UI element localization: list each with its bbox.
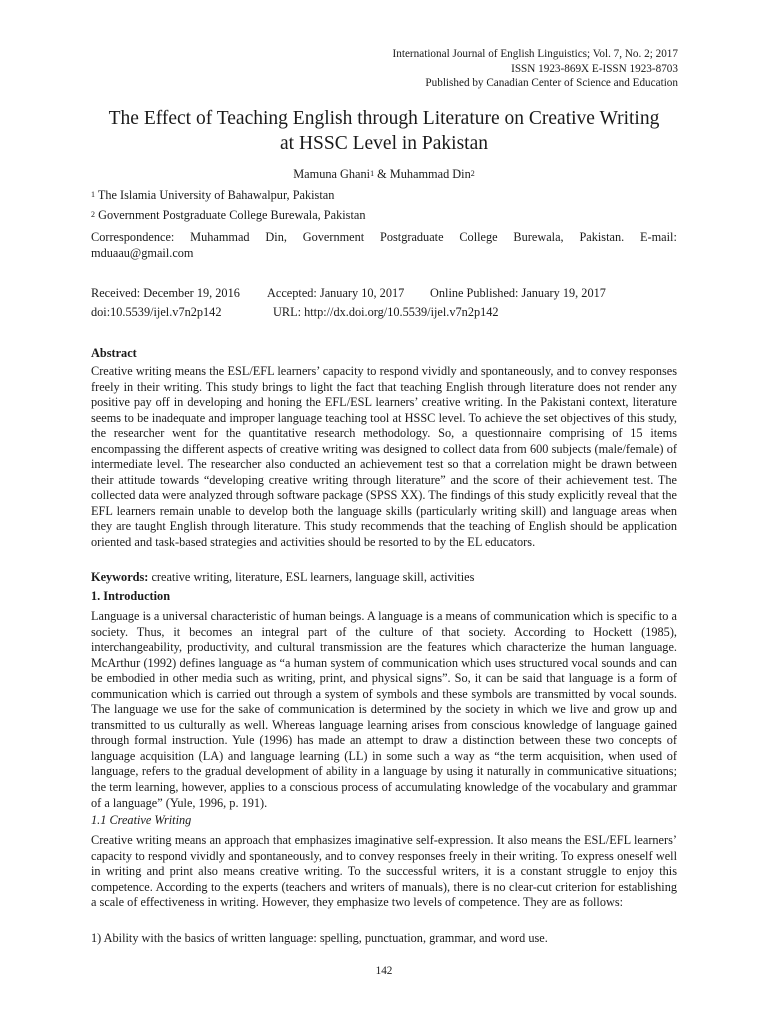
doi-url-line [91,305,677,320]
abstract-text: Creative writing means the ESL/EFL learners’ capacity to respond vividly and spontaneously, and to convey responses freely in their writing. This study brings to light the fact that teaching English through literature does not render any positive pay off in developing and honing the EFL/ESL learners’ creative writing. In the Pakistani context, literature seems to be inadequate and improper language teaching tool at HSSC level. To achieve the set objectives of this study, the researcher went for the quantitative research methodology. So, a questionnaire comprising of 15 items encompassing the different aspects of creative writing was designed to collect data from 600 subjects (male/female) of intermediate level. The researcher also conducted an achievement test so that a correlation might be drawn between their attitude towards “developing creative writing through literature” and the score of their achievement test. The collected data were analyzed through software package (SPSS XX). The findings of this study explicitly reveal that the EFL learners remain unable to develop both the language skills (particularly writing skill) and language areas when they are taught English through literature. This study recommends that the teaching of English should be application oriented and task-based strategies and activities should be resorted to by the EL educators. [91,364,677,550]
journal-issn: ISSN 1923-869X E-ISSN 1923-8703 [511,62,678,75]
affiliation-2-mark: 2 [91,210,95,219]
correspondence-email[interactable]: mduaau@gmail.com [91,245,194,260]
abstract-heading: Abstract [91,346,137,360]
correspondence-word: College [459,230,498,244]
correspondence-word: Government [302,230,365,244]
journal-citation: International Journal of English Linguistics; Vol. 7, No. 2; 2017 [392,48,678,60]
journal-header [393,47,678,91]
keywords-label: Keywords: [91,570,149,584]
correspondence-word: Pakistan. [579,230,625,244]
affiliation-1-mark: 1 [91,190,95,199]
author-separator: & [374,167,390,181]
paper-title [60,106,708,156]
online-published-date: Online Published: January 19, 2017 [430,286,606,300]
creative-writing-text: Creative writing means an approach that emphasizes imaginative self-expression. It also means the ESL/EFL learners’ capacity to respond vividly and spontaneously, and to convey responses freely in their writing. To express oneself well in writing and print also means creative writing. To the successful writers, it is a constant struggle to enjoy this competence. According to the experts (teachers and writers of manuals), there is no clear-cut criterion for establishing a scale of effectiveness in writing. However, they emphasize two levels of competence. They are as follows: [91,833,677,910]
page-number: 142 [375,965,393,977]
correspondence-word: Postgraduate [380,230,444,244]
correspondence-word: Correspondence: [91,230,175,244]
author-line [60,167,708,182]
author-1-name: Mamuna Ghani [293,167,371,181]
url-link[interactable]: URL: http://dx.doi.org/10.5539/ijel.v7n2p142 [273,305,499,319]
title-line-2: at HSSC Level in Pakistan [280,133,488,154]
author-2-name: Muhammad Din [389,167,471,181]
correspondence-word: Din, [265,230,287,244]
correspondence-word: Burewala, [513,230,564,244]
author-1-affiliation-mark: 1 [370,169,375,178]
correspondence [91,230,677,261]
affiliation-2 [91,208,365,223]
accepted-date: Accepted: January 10, 2017 [267,286,405,300]
publication-dates [91,286,677,301]
correspondence-word: Muhammad [190,230,250,244]
title-line-1: The Effect of Teaching English through Literature on Creative Writing [108,108,660,129]
correspondence-word: E-mail: [640,230,677,244]
journal-publisher: Published by Canadian Center of Science and Education [425,77,678,89]
keywords [91,570,677,586]
creative-writing-list-item-1: 1) Ability with the basics of written language: spelling, punctuation, grammar, and word use. [91,931,548,945]
affiliation-1-text: The Islamia University of Bahawalpur, Pakistan [97,188,335,202]
doi-link[interactable]: doi:10.5539/ijel.v7n2p142 [91,305,222,319]
creative-writing-heading: 1.1 Creative Writing [91,813,192,827]
introduction-text: Language is a universal characteristic of human beings. A language is a means of communication which is specific to a society. Thus, it becomes an integral part of the culture of that society. According to Hockett (1985), interchangeability, productivity, and cultural transmission are the features which characterize the human language. McArthur (1992) defines language as “a human system of communication which uses structured vocal sounds and can be embodied in other media such as writing, print, and physical signs”. So, it can be said that language is a form of communication which is carried out through a system of symbols and these symbols are transmitted by vocal sounds. The language we use for the sake of communication is determined by the society in which we live and grow up and transmitted to us culturally as well. Whereas language learning arises from conscious knowledge of language gained through formal instruction. Yule (1996) has made an attempt to draw a distinction between these two concepts of language acquisition (LA) and language learning (LL) in some such a way as “the term acquisition, when used of language, refers to the gradual development of ability in a language by using it naturally in communicative situations; the term learning, however, applies to a conscious process of accumulating knowledge of the vocabulary and grammar of a language” (Yule, 1996, p. 191). [91,609,677,810]
introduction-heading: 1. Introduction [91,589,171,603]
keywords-text: creative writing, literature, ESL learners, language skill, activities [148,570,475,584]
correspondence-line [91,230,677,246]
author-2-affiliation-mark: 2 [470,169,475,178]
received-date: Received: December 19, 2016 [91,286,240,300]
affiliation-2-text: Government Postgraduate College Burewala, Pakistan [98,208,366,222]
affiliation-1 [91,188,334,203]
